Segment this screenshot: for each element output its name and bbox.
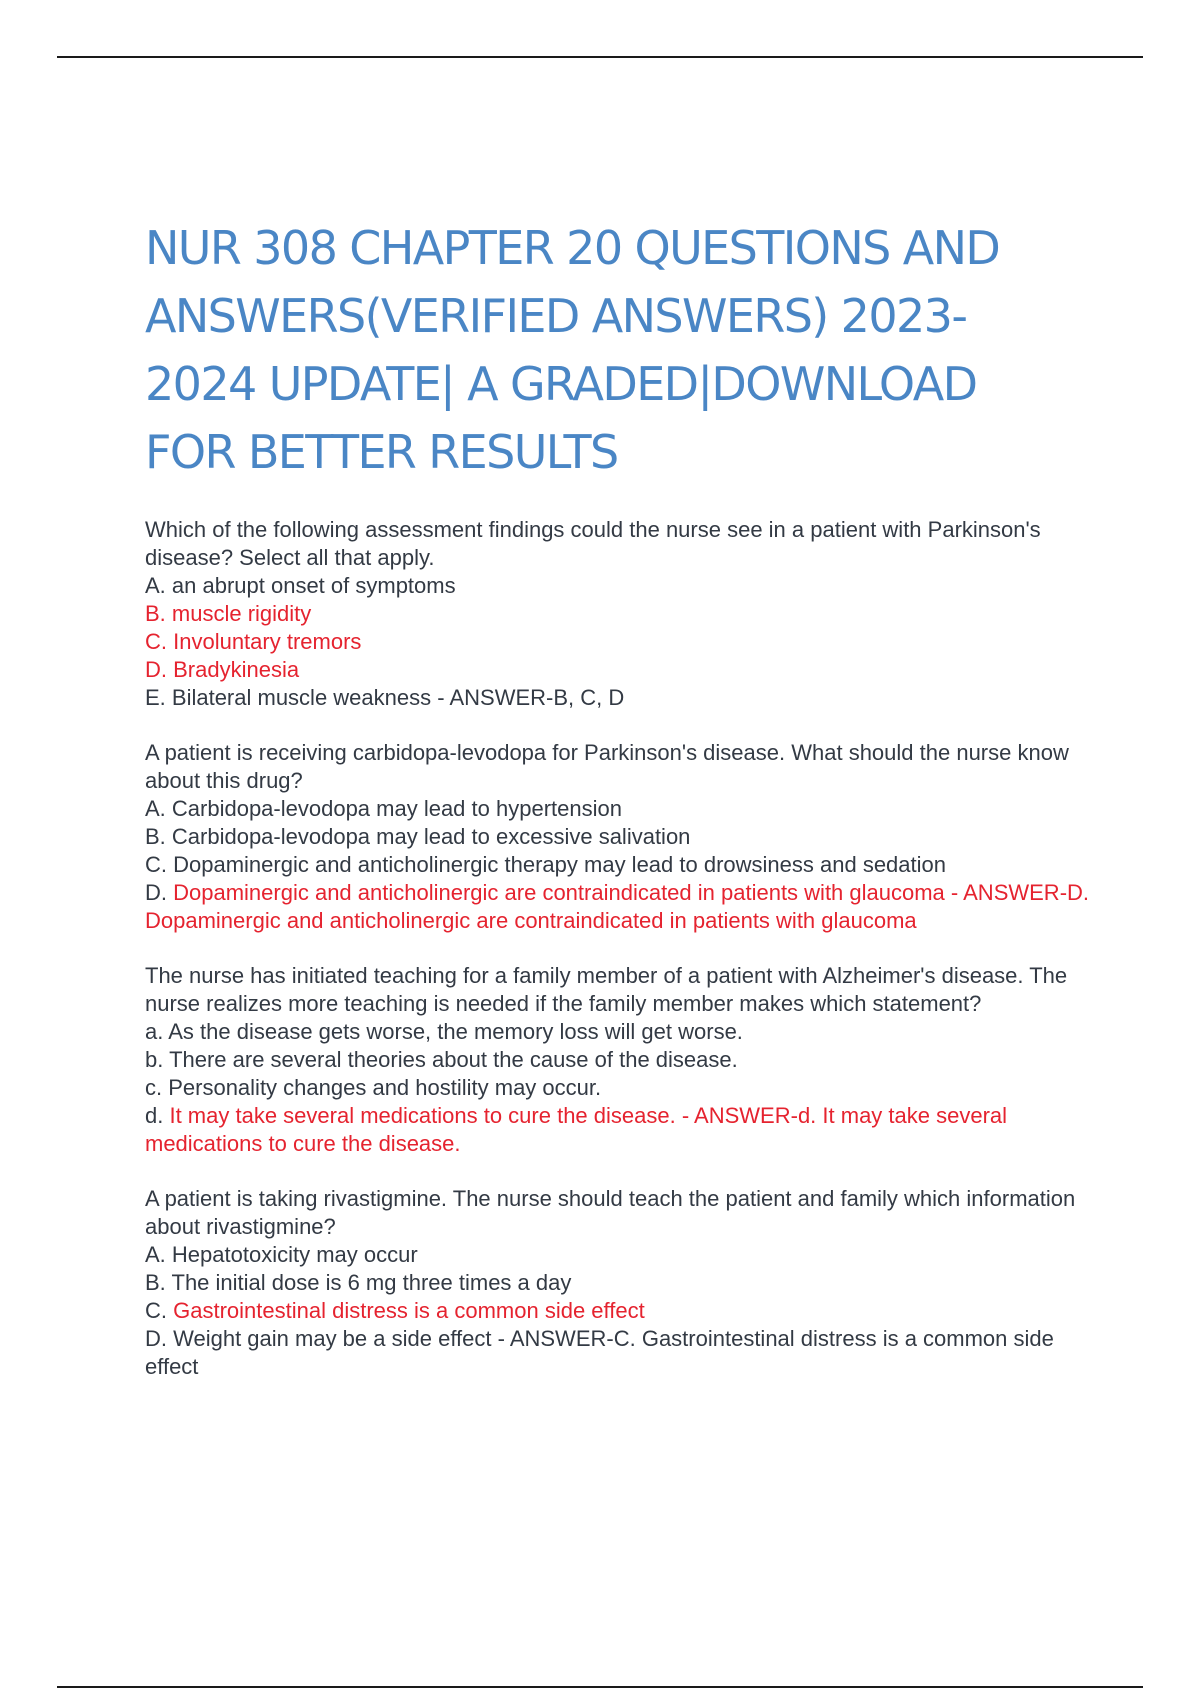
question-stem: Which of the following assessment findings could the nurse see in a patient with Parkinson's disease? Select all that apply. (145, 517, 1041, 570)
document-title: NUR 308 CHAPTER 20 QUESTIONS AND ANSWERS(VERIFIED ANSWERS) 2023-2024 UPDATE| A GRADED|DOWNLOAD FOR BETTER RESULTS (145, 221, 1000, 479)
top-rule (57, 56, 1143, 58)
option-text: E. Bilateral muscle weakness - ANSWER-B, C, D (145, 685, 625, 710)
answer-option (145, 1046, 1095, 1074)
correct-option-text: Dopaminergic and anticholinergic are contraindicated in patients with glaucoma - ANSWER-D. Dopaminergic and anticholinergic are contraindicated in patients with glaucoma (145, 880, 1090, 933)
answer-option (145, 823, 1095, 851)
question-block (145, 516, 1095, 712)
correct-option-text: D. Bradykinesia (145, 657, 300, 682)
option-text: A. Hepatotoxicity may occur (145, 1242, 418, 1267)
answer-option (145, 572, 1095, 600)
answer-option (145, 1269, 1095, 1297)
answer-option (145, 1325, 1095, 1381)
answer-option (145, 684, 1095, 712)
bottom-rule (57, 1686, 1143, 1688)
answer-option (145, 1297, 1095, 1325)
option-text: A. an abrupt onset of symptoms (145, 573, 456, 598)
correct-option-text: B. muscle rigidity (145, 601, 312, 626)
option-text: C. (145, 1298, 174, 1323)
option-text: b. There are several theories about the cause of the disease. (145, 1047, 738, 1072)
answer-option (145, 1074, 1095, 1102)
option-text: D. (145, 880, 174, 905)
answer-option (145, 628, 1095, 656)
option-text: a. As the disease gets worse, the memory loss will get worse. (145, 1019, 743, 1044)
answer-option (145, 851, 1095, 879)
answer-option (145, 795, 1095, 823)
option-text: D. Weight gain may be a side effect - ANSWER-C. Gastrointestinal distress is a common side effect (145, 1326, 1054, 1379)
answer-option (145, 879, 1095, 935)
question-stem: The nurse has initiated teaching for a family member of a patient with Alzheimer's disease. The nurse realizes more teaching is needed if the family member makes which statement? (145, 963, 1068, 1016)
correct-option-text: C. Involuntary tremors (145, 629, 362, 654)
question-list (145, 516, 1095, 1408)
answer-option (145, 600, 1095, 628)
option-text: c. Personality changes and hostility may occur. (145, 1075, 602, 1100)
option-text: A. Carbidopa-levodopa may lead to hypertension (145, 796, 622, 821)
option-text: B. The initial dose is 6 mg three times a day (145, 1270, 572, 1295)
correct-option-text: It may take several medications to cure the disease. - ANSWER-d. It may take several medications to cure the disease. (145, 1103, 1008, 1156)
answer-option (145, 656, 1095, 684)
option-text: B. Carbidopa-levodopa may lead to excessive salivation (145, 824, 691, 849)
answer-option (145, 1018, 1095, 1046)
question-block (145, 1185, 1095, 1381)
question-stem: A patient is receiving carbidopa-levodopa for Parkinson's disease. What should the nurse know about this drug? (145, 740, 1069, 793)
correct-option-text: Gastrointestinal distress is a common side effect (173, 1298, 645, 1323)
question-block (145, 962, 1095, 1158)
answer-option (145, 1102, 1095, 1158)
option-text: d. (145, 1103, 170, 1128)
option-text: C. Dopaminergic and anticholinergic therapy may lead to drowsiness and sedation (145, 852, 947, 877)
question-block (145, 739, 1095, 935)
question-stem: A patient is taking rivastigmine. The nurse should teach the patient and family which information about rivastigmine? (145, 1186, 1076, 1239)
answer-option (145, 1241, 1095, 1269)
